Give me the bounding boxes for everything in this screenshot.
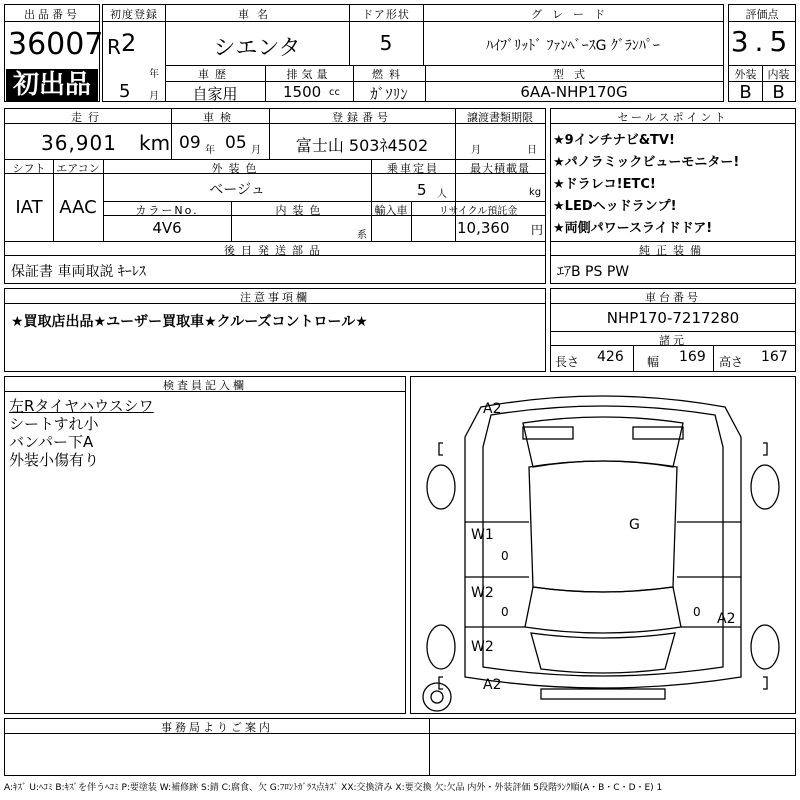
door-label: ドア形状	[362, 8, 410, 21]
recycle-unit: 円	[531, 223, 544, 237]
listing-label: 出品番号	[24, 8, 80, 21]
capacity: 5	[417, 181, 427, 199]
listing-box	[4, 4, 104, 102]
inspection-label: 車検	[203, 111, 237, 124]
length-label: 長さ	[555, 355, 580, 369]
car-name-label: 車名	[238, 8, 276, 21]
first-listing-badge: 初出品	[6, 69, 98, 101]
rating-box	[728, 4, 796, 102]
office-box	[4, 718, 796, 776]
equipment: ｴｱB PS PW	[557, 264, 630, 280]
notes-box	[4, 288, 546, 372]
inspection-year-unit: 年	[205, 145, 215, 156]
car-diagram-box	[410, 376, 796, 714]
mileage-label: 走行	[71, 111, 105, 124]
rating-label: 評価点	[745, 8, 779, 21]
fuel: ｶﾞｿﾘﾝ	[370, 85, 408, 103]
inspector-line: 外装小傷有り	[9, 451, 100, 469]
interior-color-unit: 系	[357, 230, 367, 241]
height: 167	[761, 349, 788, 365]
first-reg-label: 初度登録	[110, 8, 158, 21]
dims-label: 諸元	[659, 334, 687, 347]
rating-score: 3.5	[730, 25, 794, 58]
ac: AAC	[59, 197, 97, 218]
damage-mark-left-rear-door: W2	[471, 585, 494, 601]
damage-mark-left-rear: W2	[471, 639, 494, 655]
sales-points-box	[550, 108, 796, 284]
shift: IAT	[15, 197, 43, 218]
sales-point: ★両側パワースライドドア!	[553, 221, 713, 236]
damage-mark-glass: G	[629, 517, 640, 533]
month-unit: 月	[149, 91, 159, 102]
listing-number: 36007	[8, 27, 104, 62]
sales-point: ★パノラミックビューモニター!	[553, 155, 740, 170]
int-score: B	[772, 82, 785, 103]
office-label: 事務局よりご案内	[161, 721, 273, 734]
details-box	[4, 108, 546, 284]
sales-point: ★ドラレコ!ETC!	[553, 177, 656, 192]
inspection-month: 05	[225, 133, 247, 153]
plate-label: 登録番号	[332, 111, 392, 124]
width-label: 幅	[647, 355, 660, 369]
inspector-line: バンパー下A	[9, 433, 94, 451]
history: 自家用	[192, 85, 238, 103]
int-label: 内装	[767, 68, 790, 81]
era-year: 2	[121, 29, 137, 57]
legend-text: A:ｷｽﾞ U:ﾍｺﾐ B:ｷｽﾞを伴うﾍｺﾐ P:要塗装 W:補修跡 S:錆 C:腐食、欠 G:ﾌﾛﾝﾄｶﾞﾗｽ点ｷｽﾞ XX:交換済み X:要交換 欠:欠品 内外・外装評価 5段階ﾗﾝｸ順(A・B・C・D・E) 1	[4, 783, 663, 793]
capacity-unit: 人	[437, 189, 447, 200]
model: 6AA-NHP170G	[520, 83, 628, 101]
chassis-label: 車台番号	[645, 291, 701, 304]
recycle-amount: 10,360	[457, 219, 510, 237]
exterior-color: ベージュ	[209, 182, 265, 198]
plate-number: 富士山 503ﾈ4502	[295, 136, 429, 155]
damage-mark-front: A2	[483, 401, 502, 417]
exterior-color-label: 外装色	[211, 162, 263, 175]
width: 169	[679, 349, 706, 365]
ext-label: 外装	[734, 68, 757, 81]
displacement: 1500	[283, 83, 322, 101]
sales-point: ★LEDヘッドランプ!	[553, 199, 677, 214]
sales-point: ★9インチナビ&TV!	[553, 133, 675, 148]
color-no-label: カラーNo.	[135, 204, 199, 217]
car-name: シエンタ	[213, 36, 301, 61]
inspection-year: 09	[179, 133, 201, 153]
equipment-label: 純正装備	[639, 244, 707, 257]
later-parts: 保証書 車両取説 ｷｰﾚｽ	[11, 264, 146, 280]
zero-mark: 0	[501, 549, 509, 563]
notes-label: 注意事項欄	[240, 291, 310, 304]
import-label: 輸入車	[374, 204, 408, 217]
era: R	[107, 35, 121, 59]
height-label: 高さ	[719, 355, 744, 369]
damage-mark-rear: A2	[483, 677, 502, 693]
grade: ﾊｲﾌﾞﾘｯﾄﾞ ﾌｧﾝﾍﾞｰｽG ｸﾞﾗﾝﾊﾟｰ	[486, 38, 660, 54]
later-parts-label: 後日発送部品	[224, 244, 326, 257]
inspector-line: シートすれ小	[9, 415, 99, 433]
chassis-number: NHP170-7217280	[606, 309, 740, 327]
max-load-label: 最大積載量	[470, 162, 530, 175]
notes-text: ★買取店出品★ユーザー買取車★クルーズコントロール★	[11, 314, 368, 330]
damage-mark-right-rear: A2	[717, 611, 736, 627]
year-unit: 年	[149, 69, 159, 80]
inspector-label: 検査員記入欄	[163, 379, 247, 392]
interior-color-label: 内装色	[275, 204, 327, 217]
fuel-label: 燃料	[372, 68, 406, 81]
inspector-line: 左Rタイヤハウスシワ	[9, 397, 154, 415]
ext-score: B	[739, 82, 752, 103]
zero-mark: 0	[693, 605, 701, 619]
header-box	[102, 4, 724, 102]
model-label: 型式	[553, 68, 595, 81]
first-reg-month: 5	[119, 81, 131, 102]
capacity-label: 乗車定員	[387, 162, 439, 175]
damage-mark-left-front-door: W1	[471, 527, 494, 543]
displacement-label: 排気量	[286, 68, 332, 81]
length: 426	[597, 349, 624, 365]
transfer-day-unit: 日	[527, 145, 537, 156]
color-no: 4V6	[152, 219, 182, 237]
inspector-box	[4, 376, 406, 714]
transfer-month-unit: 月	[471, 145, 481, 156]
sales-points-label: セールスポイント	[617, 111, 729, 124]
chassis-box	[550, 288, 796, 372]
km-unit: km	[139, 131, 171, 155]
zero-mark: 0	[501, 605, 509, 619]
grade-label: グレード	[531, 8, 615, 21]
inspection-month-unit: 月	[251, 145, 261, 156]
max-load-unit: kg	[529, 187, 542, 198]
ac-label: エアコン	[56, 162, 100, 175]
cc-unit: cc	[329, 87, 340, 98]
mileage: 36,901	[41, 131, 117, 155]
door-count: 5	[379, 31, 393, 55]
history-label: 車歴	[198, 68, 232, 81]
recycle-label: リサイクル預託金	[438, 206, 518, 217]
shift-label: シフト	[12, 162, 46, 175]
car-outline-diagram	[411, 377, 795, 713]
transfer-label: 譲渡書類期限	[467, 111, 533, 124]
